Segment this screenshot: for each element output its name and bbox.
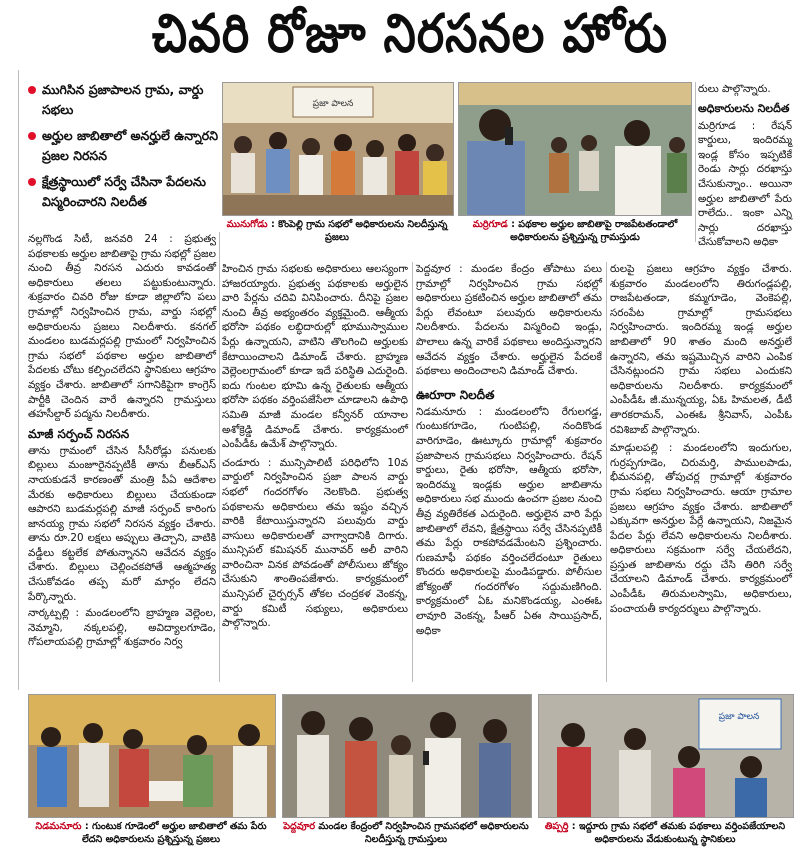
photo-crowd-image <box>459 83 691 215</box>
photo-crowd-image <box>223 83 453 215</box>
banner-text: ప్రజా పాలన <box>312 99 354 109</box>
column-rule <box>606 262 607 682</box>
bullet-dot-icon <box>28 178 36 186</box>
caption-marriguda: మర్రిగూడ : పథకాల అర్హుల జాబితాపై రాజపేటతండాలో అధికారులను ప్రశ్నిస్తున్న గ్రామస్తుడు <box>472 219 678 243</box>
photo-tippurthi <box>538 694 794 818</box>
subheading: ఊరూరా నిలదీత <box>416 387 495 402</box>
banner-text: ప్రజా పాలన <box>718 712 760 722</box>
photo-nidamanur <box>28 694 276 818</box>
column-rule <box>695 82 696 242</box>
bullet-dot-icon <box>28 132 36 140</box>
article-column-4 <box>610 262 792 616</box>
photo-crowd-image <box>29 695 275 817</box>
paragraph: మాడ్గులపల్లి : మండలంలోని ఇందుగుల, గుర్రప్పగూడెం, చిరుమర్తి, పాములపాడు, భీమనపల్లి, తోపుచర్ల గ్రామాల్లో శుక్రవారం గ్రామ సభలు నిర్వహించారు. ఆయా గ్రామాల ప్రజలు ఆగ్రహం వ్యక్తం చేశారు. జాబితాలో ఎక్కువగా అనర్హుల పేర్లే ఉన్నాయని, నిజమైన పేదల పేర్లు లేవని అధికారులను నిలదీశారు. అధికారులు సక్రమంగా సర్వే చేయలేదని, ప్రస్తుత జాబితాను రద్దు చేసి తిరిగి సర్వే చేయాలని డిమాండ్ చేశారు. కార్యక్రమంలో ఎంపీడీఓ తిరుమలస్వామి, అధికారులు, పంచాయతీ కార్యదర్శులు పాల్గొన్నారు. <box>610 442 792 615</box>
article-column-3 <box>416 262 602 638</box>
photo-crowd-image <box>539 695 793 817</box>
article-column-1 <box>28 232 216 650</box>
paragraph: నిడమనూరు : మండలంలోని రేగులగడ్డ, గుంటుకగూడెం, గుంటిపల్లి, నందికొండ వారిగూడెం, ఊట్కూరు గ్రామాల్లో శుక్రవారం ప్రజాపాలన గ్రామసభలు నిర్వహించారు. రేషన్ కార్డులు, రైతు భరోసా, ఆత్మీయ భరోసా, ఇందిరమ్మ ఇండ్లకు అర్హుల జాబితాను అధికారులు సభ ముందు ఉంచగా ప్రజల నుంచి తీవ్ర వ్యతిరేకత ఎదురైంది. అర్హులైన వారి పేర్లు జాబితాలో లేవని, క్షేత్రస్థాయి సర్వే చేసినప్పటికీ తమ పేర్లు రాకపోవడమేంటని ప్రశ్నించారు. గుణమాఫీ పథకం వర్తించలేదంటూ రైతులు కొందరు అధికారులపై మండిపడ్డారు. పోలీసుల జోక్యంతో గందరగోళం సద్దుమణిగింది. కార్యక్రమంలో ఏఓ మనికొండయ్య, ఎంఈఓ లావూరి వెంకన్న, పీఆర్ ఏఈ సాయిప్రసాద్, అధికా <box>416 405 602 637</box>
photo-crowd-image <box>283 695 531 817</box>
subheading: మాజీ సర్పంచ్ నిరసన <box>28 426 130 441</box>
paragraph: పెద్దవూర : మండల కేంద్రం తోపాటు పలు గ్రామాల్లో నిర్వహించిన గ్రామ సభల్లో అధికారులు ప్రకటించిన అర్హుల జాబితాలో తమ పేర్లు లేవంటూ పలువురు అధికారులను నిలదీశారు. పేదలను విస్మరించి ఇండ్లు, పొలాలు ఉన్న వారికే పథకాలు అందిస్తున్నారని ఆవేదన వ్యక్తం చేశారు. అర్హులైన పేదలకే పథకాలు అందించాలని డిమాండ్ చేశారు. <box>416 263 602 378</box>
bullet-dot-icon <box>28 86 36 94</box>
paragraph: రులపై ప్రజలు ఆగ్రహం వ్యక్తం చేశారు. శుక్రవారం మండలంలోని తిరుగండ్లపల్లి, రాజపేటతండా, కమ్మగూడెం, వెంకెపల్లి, సరంపేట గ్రామాల్లో గ్రామసభలు నిర్వహించారు. ఇందిరమ్మ ఇండ్ల అర్హుల జాబితాలో 90 శాతం మంది అనర్హులే ఉన్నారని, తమ ఇష్టమొచ్చిన వారిని ఎంపిక చేసినట్లుందని గ్రామ సభలు ఎందుకని అధికారులను నిలదీశారు. కార్యక్రమంలో ఎంపీడీఓ జీ.మున్నయ్య, ఏఓ హిమలత, డీటీ తారకరామన్, ఎంఈఓ శ్రీనివాస్, ఎంపీఓ రవిశిబాబ్ పాల్గొన్నారు. <box>610 263 792 436</box>
subheading: అధికారులను నిలదీత <box>698 101 790 115</box>
caption-munugode: మునుగోడు : కొంపెల్లి గ్రామ సభలో అధికారులను నిలదీస్తున్న ప్రజలు <box>226 219 448 243</box>
article-column-4-top <box>698 82 792 250</box>
caption-peddavura: పెద్దవూర మండల కేంద్రంలో నిర్వహించిన గ్రామసభలో అధికారులను నిలదీస్తున్న గ్రామస్తులు <box>283 821 529 845</box>
caption-nidamanur: నిడమనూరు : గుంటుక గూడెంలో అర్హుల జాబితాలో తమ పేరు లేదని అధికారులను ప్రశ్నిస్తున్న ప్రజలు <box>35 821 267 845</box>
bullet-list <box>28 80 220 218</box>
column-rule <box>219 232 220 682</box>
photo-peddavura <box>282 694 532 818</box>
bullet-item: క్షేత్రస్థాయిలో సర్వే చేసినా పేదలను విస్మరించారని నిలదీత <box>28 172 220 212</box>
paragraph: హించిన గ్రామ సభలకు అధికారులు ఆలస్యంగా హాజరయ్యారు. ప్రభుత్వ పథకాలకు అర్హులైన వారి పేర్లను చదివి వినిపించారు. దీనిపై ప్రజల నుంచి తీవ్ర అభ్యంతరం వ్యక్తమైంది. ఆత్మీయ భరోసా పథకం లబ్ధిదారుల్లో భూముస్వాముల పేర్లు ఉన్నాయని, వాటిని తొలగించి అర్హులకు కేటాయించాలని డిమాండ్ చేశారు. బ్రాహ్మణ వెల్లెంలగ్రామంలో కూడా ఇదే పరిస్థితి ఎదురైంది. ఐదు గుంటల భూమి ఉన్న రైతులకు ఆత్మీయ భరోసా పథకం వర్తింపజేసేలా చూడాలని ఉపాధి సమితి మాజీ మండల కన్వీనర్ యానాల అశోక్రెడ్డి డిమాండ్ చేశారు. కార్యక్రమంలో ఎంపీడీఓ ఉమేశ్ పాల్గొన్నారు. <box>222 263 408 451</box>
paragraph: చండూరు : మున్సిపాలిటీ పరిధిలోని 10వ వార్డులో నిర్వహించిన ప్రజా పాలన వార్డు సభలో గందరగోళం నెలకొంది. ప్రభుత్వ పథకాలను అధికారులు తమ ఇష్టం వచ్చిన వారికి కేటాయిస్తున్నారని పలువురు వార్డు వాసులు అధికారులతో వాగ్వాదానికి దిగారు. మున్సిపల్ కమిషనర్ మునావర్ అలీ వారిని వారించినా వినక పోవడంతో పోలీసులు జోక్యం చేసుకుని శాంతింపజేశారు. కార్యక్రమంలో మున్సిపల్ చైర్పర్సన్ తోకల చంద్రకళ వెంకన్న, వార్డు కమిటీ సభ్యులు, అధికారులు పాల్గొన్నారు. <box>222 456 408 630</box>
article-column-2 <box>222 262 408 631</box>
paragraph: రులు పాల్గొన్నారు. <box>698 83 771 95</box>
photo-munugode <box>222 82 454 216</box>
photo-marriguda <box>458 82 692 216</box>
column-rule <box>412 262 413 682</box>
paragraph: నల్లగొండ సిటీ, జనవరి 24 : ప్రభుత్వ పథకాలకు అర్హుల జాబితాపై గ్రామ సభల్లో ప్రజల నుంచి తీవ్ర నిరసన ఎదురు కావడంతో అధికారులు తలలు పట్టుకుంటున్నారు. శుక్రవారం చివరి రోజు కూడా జిల్లాలోని పలు గ్రామాల్లో నిర్వహించిన గ్రామ, వార్డు సభల్లో అధికారులను ప్రజలు నిలదీశారు. కనగల్ మండలం బుడమర్లపల్లి గ్రామంలో నిర్వహించిన గ్రామ సభలో పథకాల అర్హుల జాబితాలో పేదలకు చోటు కల్పించలేదని స్థానికులు ఆగ్రహం వ్యక్తం చేశారు. జాబితాలో సగానికిపైగా కాంగ్రెస్ పార్టీకి చెందిన వారే ఉన్నారని గ్రామస్తులు తహసీల్దార్ పద్మను నిలదీశారు. <box>28 233 216 421</box>
left-margin-rule <box>18 70 19 690</box>
paragraph: మర్రిగూడ : రేషన్ కార్డులు, ఇందిరమ్మ ఇండ్ల కోసం ఇప్పటికే రెండు సార్లు దరఖాస్తు చేసుకున్నాం.. అయినా అర్హుల జాబితాలో పేరు రాలేదు.. ఇంకా ఎన్ని సార్లు దరఖాస్తు చేసుకోవాలని అధికా <box>698 119 792 249</box>
paragraph: నార్కట్పల్లి : మండలంలోని బ్రాహ్మణ వెల్లెంల, నెమ్మాని, నక్కలపల్లి, అవిద్యాలగూడెం, గోపలాయపల్లి గ్రామాల్లో శుక్రవారం నిర్వ <box>28 607 216 649</box>
caption-tippurthi: తిప్పర్తి : ఇద్దూరు గ్రామ సభలో తమకు పథకాలు వర్తింపజేయాలని అధికారులను వేడుకుంటున్న స్థానికులు <box>544 821 786 845</box>
paragraph: తాను గ్రామంలో చేసిన సీసీరోడ్లు పనులకు బిల్లులు మంజూరైనప్పటికీ తాను బీఆర్ఎస్ నాయకుడనే కారణంతో మంత్రి పీఏ ఆదేశాల మేరకు అధికారులు బిల్లులు చేయకుండా ఆపారని బుడమర్లపల్లి మాజీ సర్పంచ్ కారింగు జానయ్య గ్రామ సభలో నిరసన వ్యక్తం చేశారు. తాను రూ.20 లక్షలు అప్పులు తెచ్చాని, వాటికి వడ్డీలు కట్టలేక పోతున్నానని ఆవేదన వ్యక్తం చేశారు. బిల్లులు చెల్లించకపోతే ఆత్మహత్య చేసుకోవడం తప్ప మరో మార్గం లేదని పేర్కొన్నారు. <box>28 444 216 603</box>
bullet-item: ముగిసిన ప్రజాపాలన గ్రామ, వార్డు సభలు <box>28 80 220 120</box>
bullet-item: అర్హుల జాబితాలో అనర్హులే ఉన్నారని ప్రజల నిరసన <box>28 126 220 166</box>
headline: చివరి రోజూ నిరసనల హోరు <box>151 1 669 65</box>
